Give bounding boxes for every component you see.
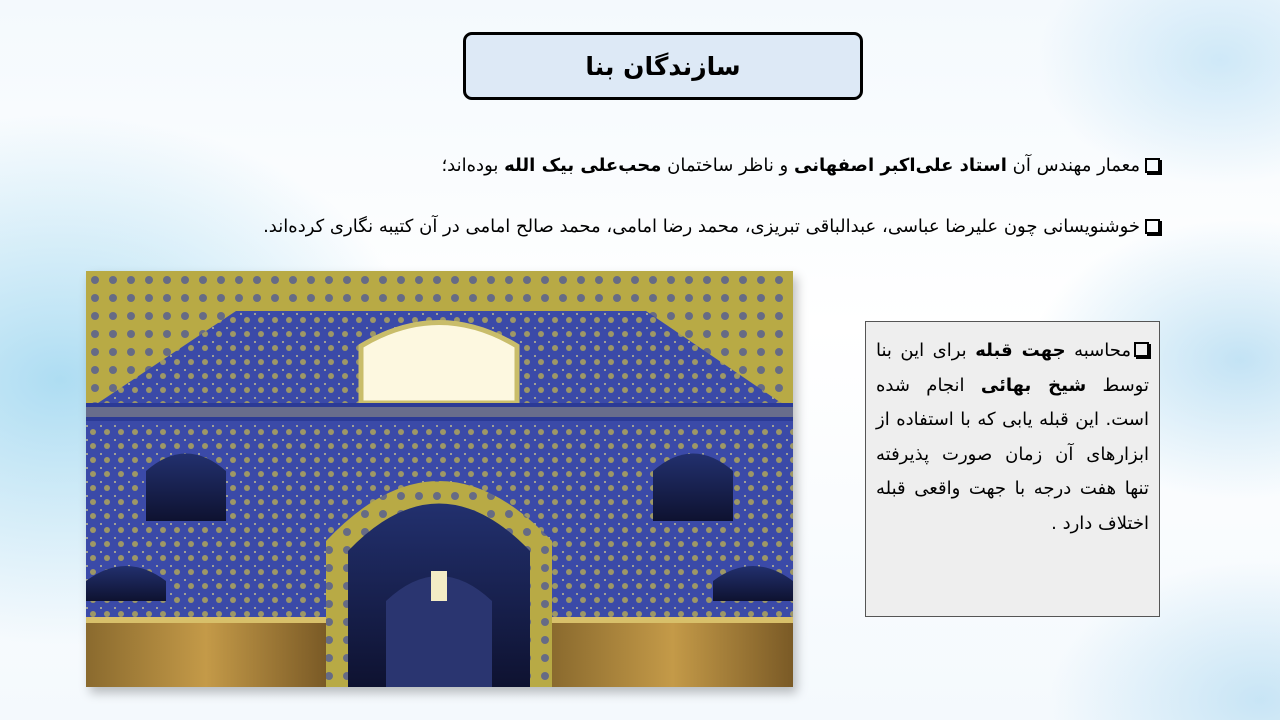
supervisor-name: محب‌علی بیک الله (504, 155, 662, 176)
bullet-text-part: بوده‌اند؛ (441, 155, 505, 176)
slide-title: سازندگان بنا (585, 51, 741, 81)
bullet-architect (441, 155, 1160, 176)
mosque-interior-illustration (86, 271, 793, 687)
bullet-architect-text (441, 155, 1140, 176)
checkbox-bullet-icon (1145, 158, 1160, 173)
info-text-part: محاسبه (1065, 340, 1131, 361)
checkbox-bullet-icon (1134, 342, 1149, 357)
info-text-part: انجام شده است. این قبله یابی که با استفاده از ابزارهای آن زمان صورت پذیرفته تنها هفت درجه با جهت واقعی قبله اختلاف دارد . (876, 374, 1149, 534)
sheikh-bahai-name: شیخ بهائی (980, 374, 1087, 396)
bullet-calligraphers (263, 216, 1160, 237)
slide-title-box (463, 32, 863, 100)
bullet-calligraphers-text: خوشنویسانی چون علیرضا عباسی، عبدالباقی تبریزی، محمد رضا امامی، محمد صالح امامی در آن کتیبه نگاری کرده‌اند. (263, 216, 1140, 237)
checkbox-bullet-icon (1145, 219, 1160, 234)
info-text-part: برای این بنا توسط (876, 340, 1149, 396)
mosque-interior-photo (86, 271, 793, 687)
qibla-direction-term: جهت قبله (975, 340, 1066, 361)
architect-name: استاد علی‌اکبر اصفهانی (793, 155, 1007, 176)
qibla-info-box (865, 321, 1160, 617)
bullet-text-part: معمار مهندس آن (1006, 155, 1140, 176)
bullet-text-part: و ناظر ساختمان (661, 155, 794, 176)
